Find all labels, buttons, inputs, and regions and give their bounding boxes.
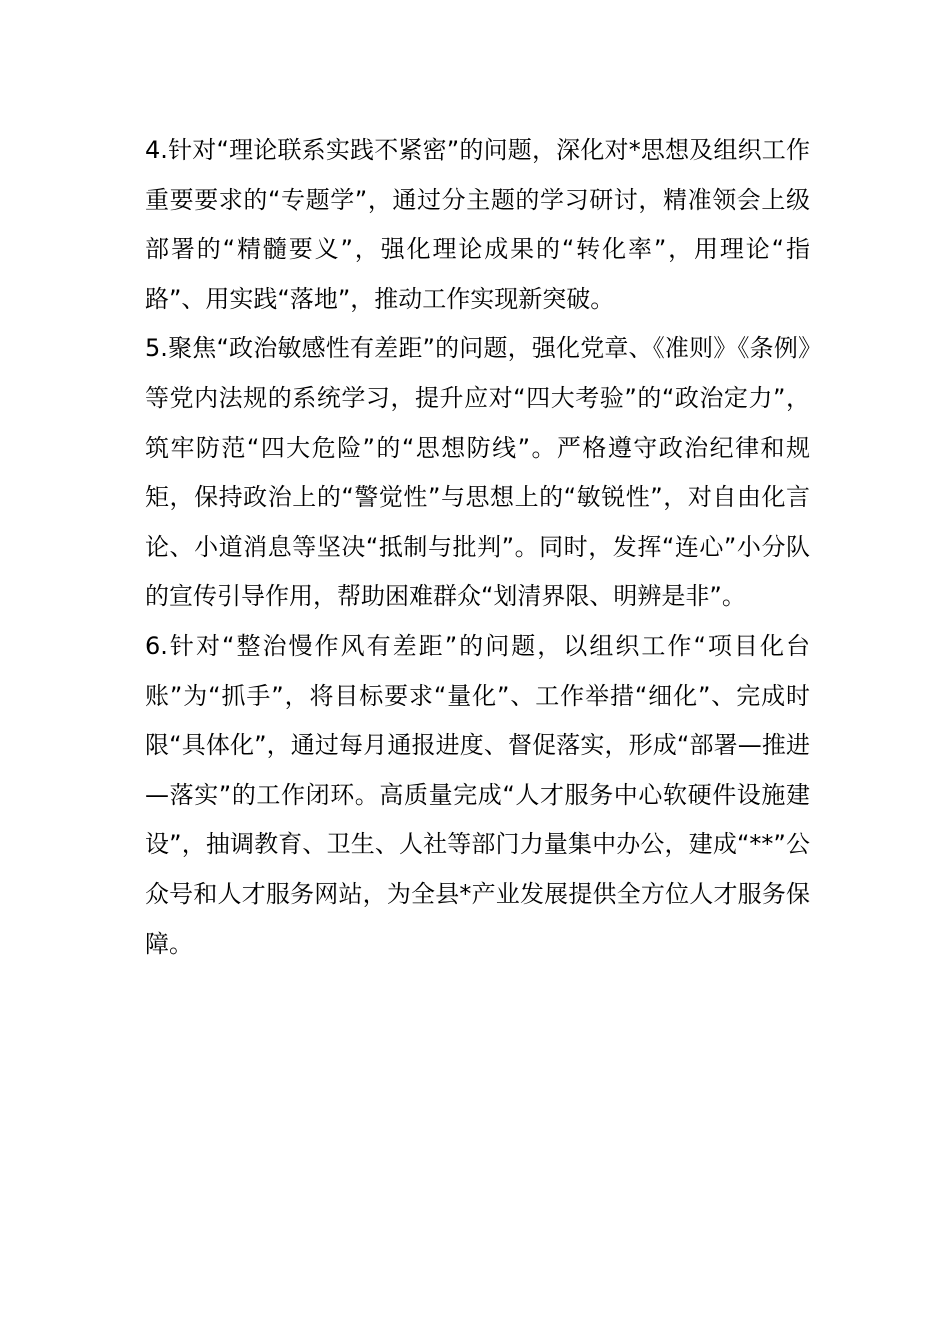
paragraph-6: 6.针对“整治慢作风有差距”的问题，以组织工作“项目化台账”为“抓手”，将目标要求“量化”、工作举措“细化”、完成时限“具体化”，通过每月通报进度、督促落实，形成“部署—推进—落实”的工作闭环。高质量完成“人才服务中心软硬件设施建设”，抽调教育、卫生、人社等部门力量集中办公，建成“**”公众号和人才服务网站，为全县*产业发展提供全方位人才服务保障。 (145, 631, 810, 958)
paragraph-5: 5.聚焦“政治敏感性有差距”的问题，强化党章、《准则》《条例》等党内法规的系统学习，提升应对“四大考验”的“政治定力”，筑牢防范“四大危险”的“思想防线”。严格遵守政治纪律和规矩，保持政治上的“警觉性”与思想上的“敏锐性”，对自由化言论、小道消息等坚决“抵制与批判”。同时，发挥“连心”小分队的宣传引导作用，帮助困难群众“划清界限、明辨是非”。 (145, 334, 810, 611)
paragraph-4: 4.针对“理论联系实践不紧密”的问题，深化对*思想及组织工作重要要求的“专题学”，通过分主题的学习研讨，精准领会上级部署的“精髓要义”，强化理论成果的“转化率”，用理论“指路”、用实践“落地”，推动工作实现新突破。 (145, 136, 810, 313)
document-body (145, 126, 810, 969)
